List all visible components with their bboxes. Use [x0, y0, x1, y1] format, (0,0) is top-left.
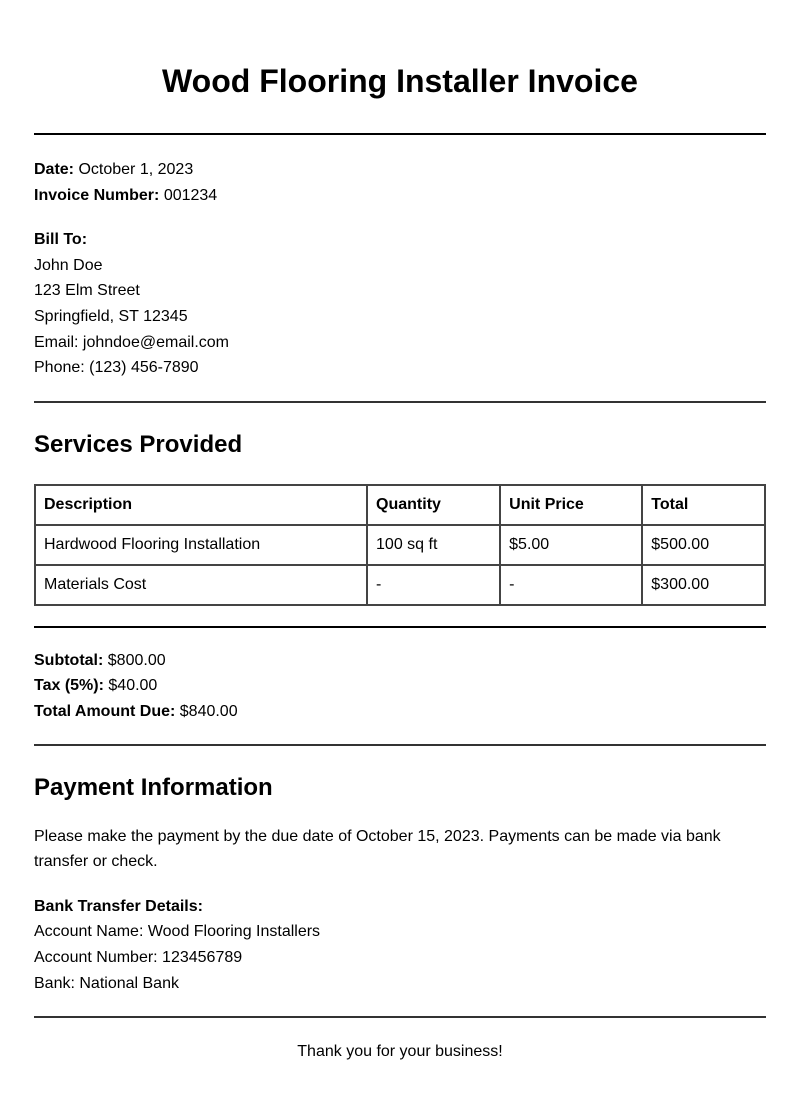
column-header-unit-price: Unit Price [500, 485, 642, 525]
date-value: October 1, 2023 [78, 161, 194, 178]
bank-details-label: Bank Transfer Details: [34, 897, 203, 915]
column-header-quantity: Quantity [367, 485, 500, 525]
invoice-number-label: Invoice Number: [34, 186, 160, 204]
cell-quantity: - [367, 565, 500, 605]
subtotal-line [34, 648, 766, 674]
cell-unit-price: - [500, 565, 642, 605]
subtotal-value: $800.00 [107, 651, 166, 669]
services-header-row [35, 485, 765, 525]
subtotal-label: Subtotal: [34, 651, 104, 669]
total-due-line [34, 699, 766, 725]
bill-to-street: 123 Elm Street [34, 282, 140, 300]
column-header-total: Total [642, 485, 765, 525]
table-row [35, 565, 765, 605]
tax-value: $40.00 [108, 677, 158, 695]
bill-to-phone: Phone: (123) 456-7890 [34, 359, 199, 377]
cell-total: $300.00 [642, 565, 765, 605]
tax-label: Tax (5%): [34, 677, 104, 695]
table-row [35, 525, 765, 565]
cell-total: $500.00 [642, 525, 765, 565]
bill-to-label: Bill To: [34, 231, 88, 249]
bill-to-email: Email: johndoe@email.com [34, 333, 229, 351]
bank-name: Bank: National Bank [34, 974, 179, 992]
payment-instructions: Please make the payment by the due date of October 15, 2023. Payments can be made via bank transfer or check. [34, 827, 721, 871]
bank-details-block [34, 894, 766, 996]
services-heading: Services Provided [34, 430, 243, 458]
account-name: Account Name: Wood Flooring Installers [34, 923, 321, 941]
totals-block [34, 648, 766, 725]
invoice-title: Wood Flooring Installer Invoice [162, 63, 638, 99]
total-due-label: Total Amount Due: [34, 702, 176, 720]
invoice-number [34, 183, 766, 209]
cell-unit-price: $5.00 [500, 525, 642, 565]
invoice-number-value: 001234 [163, 186, 218, 204]
date-label: Date: [34, 161, 75, 178]
payment-heading: Payment Information [34, 773, 273, 801]
bill-to-block [34, 227, 766, 381]
cell-quantity: 100 sq ft [367, 525, 500, 565]
bill-to-city: Springfield, ST 12345 [34, 307, 188, 325]
cell-description: Materials Cost [35, 565, 367, 605]
invoice-date [34, 157, 766, 183]
tax-line [34, 673, 766, 699]
total-due-value: $840.00 [179, 702, 238, 720]
thank-you-message: Thank you for your business! [297, 1043, 503, 1061]
services-table [34, 484, 766, 606]
column-header-description: Description [35, 485, 367, 525]
account-number: Account Number: 123456789 [34, 948, 243, 966]
bill-to-name: John Doe [34, 256, 103, 274]
cell-description: Hardwood Flooring Installation [35, 525, 367, 565]
